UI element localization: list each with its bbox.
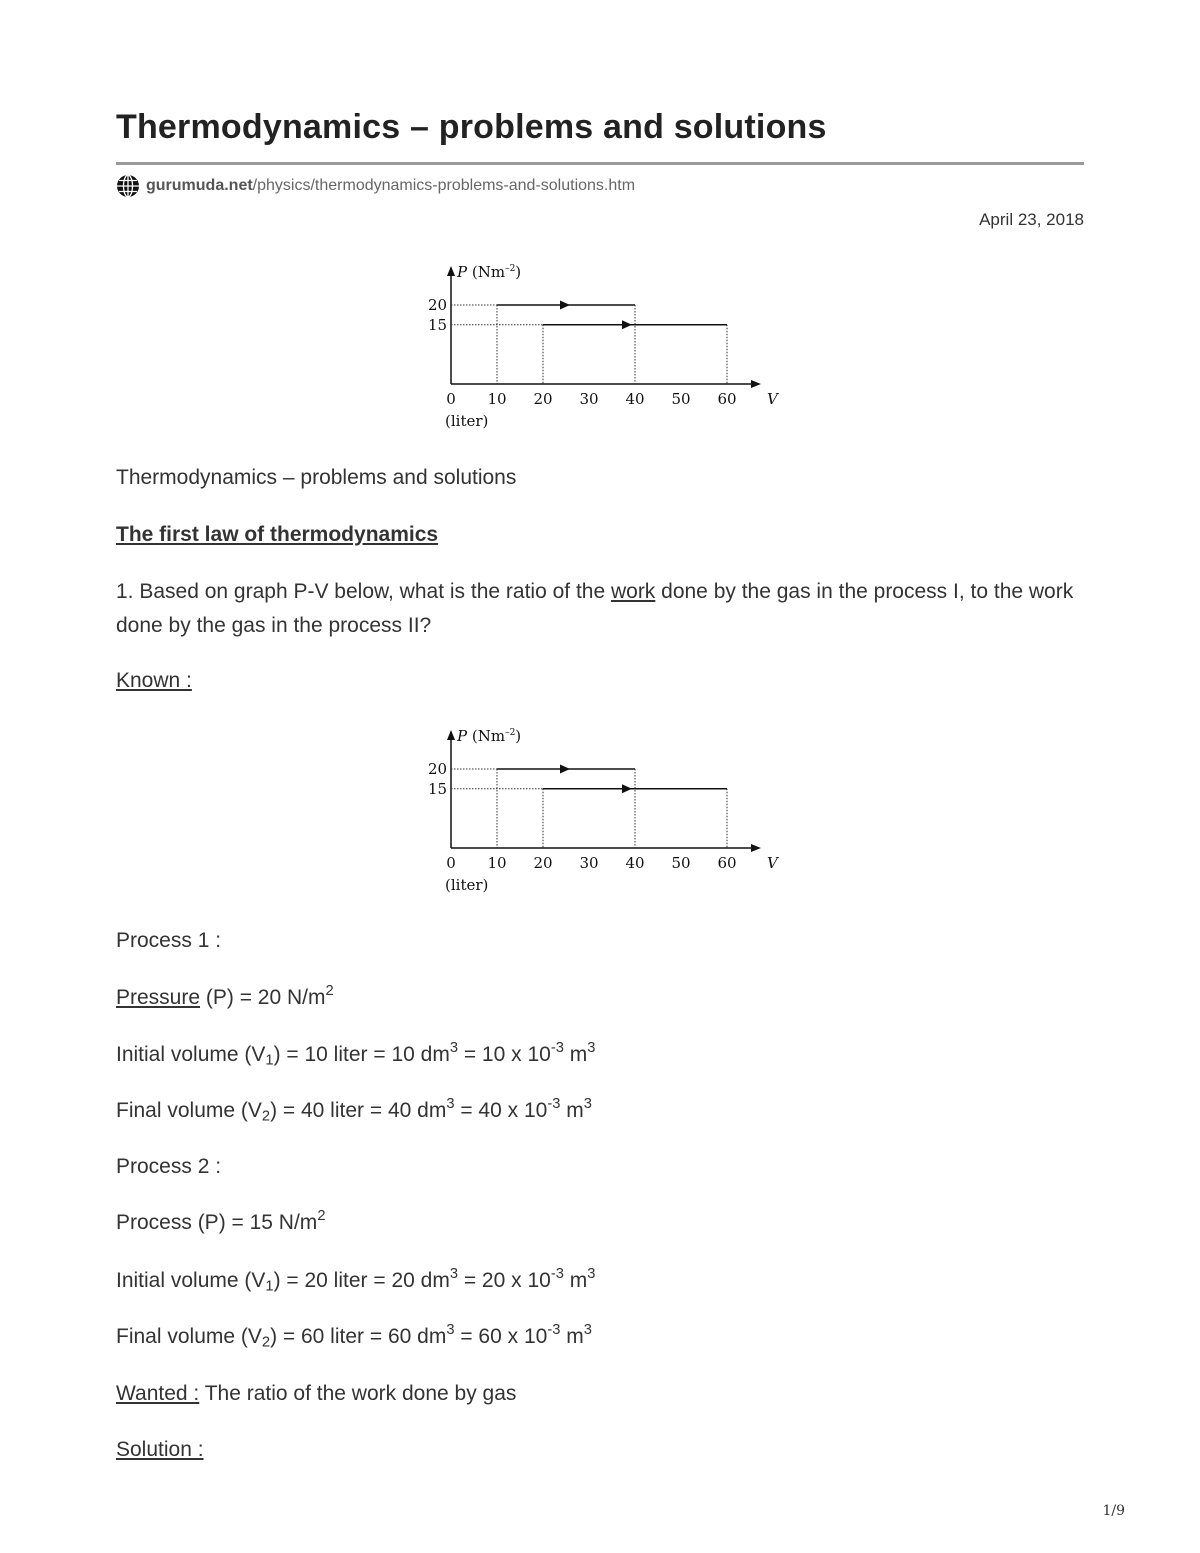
process-2-pressure [116,1206,325,1240]
exponent: -3 [550,1266,564,1283]
x-tick-label: 40 [625,854,645,872]
y-axis-arrow [447,266,455,276]
pv-graph-svg-2 [420,716,790,902]
x-tick-label: 0 [446,854,456,872]
page-number: 1/9 [1102,1503,1125,1519]
question-text-1: 1. Based on graph P-V below, what is the ratio of the [116,580,611,603]
exponent: 2 [325,983,334,1000]
subscript: 2 [261,1334,271,1351]
known-label: Known : [116,669,192,692]
x-tick-label: 20 [533,390,553,408]
solution-label: Solution : [116,1438,204,1461]
text: ) = 40 liter = 40 dm [270,1099,447,1122]
pv-graph-figure-2 [420,716,790,902]
text: Initial volume (V [116,1269,266,1292]
exponent: 3 [587,1040,596,1057]
process-1-pressure [116,981,334,1015]
x-tick-label: 20 [533,854,553,872]
exponent: -3 [550,1040,564,1057]
text: ) = 10 liter = 10 dm [273,1043,450,1066]
title-divider [116,162,1084,165]
y-tick-label: 20 [428,296,448,314]
y-tick-label: 15 [428,315,448,334]
pv-graph-figure [420,252,790,438]
source-domain: gurumuda.net [146,177,253,194]
y-axis-label: P $(Nm^{-2})$ [457,727,522,745]
direction-arrow [560,301,570,310]
x-tick-label: 0 [446,390,456,408]
x-axis-unit: (liter) [445,876,489,894]
exponent: 3 [446,1096,455,1113]
process-2-final-volume [116,1320,592,1354]
text: Initial volume (V [116,1043,266,1066]
exponent: 3 [587,1266,596,1283]
x-tick-label: 10 [487,390,507,408]
pressure-value: (P) = 20 N/m [200,986,326,1009]
y-tick-label: 20 [428,760,448,778]
exponent: 3 [449,1040,458,1057]
x-tick-label: 10 [487,854,507,872]
x-axis-label: V [767,854,778,872]
subscript: 1 [265,1278,274,1295]
unit: m [560,1099,584,1122]
text: ) = 60 liter = 60 dm [270,1325,447,1348]
x-tick-label: 30 [579,390,599,408]
exponent: 3 [446,1322,455,1339]
exponent: 3 [583,1096,592,1113]
unit: m [560,1325,584,1348]
intro-text: Thermodynamics – problems and solutions [116,466,517,489]
text: Process (P) = 15 N/m [116,1211,318,1234]
direction-arrow [622,320,632,329]
wanted-text: The ratio of the work done by gas [199,1382,517,1405]
exponent: 2 [317,1208,326,1225]
y-axis-label: P $(Nm^{-2})$ [457,263,522,281]
process-1-initial-volume [116,1038,595,1072]
x-tick-label: 50 [671,854,691,872]
unit: m [563,1043,588,1066]
subscript: 1 [265,1052,274,1069]
wanted-label: Wanted : [116,1382,200,1405]
x-tick-label: 30 [579,854,599,872]
x-axis-label: V [767,390,778,408]
page-title: Thermodynamics – problems and solutions [116,108,827,146]
y-axis-arrow [447,730,455,740]
text: Final volume (V [116,1099,262,1122]
x-tick-label: 60 [717,854,737,872]
globe-icon [116,174,140,198]
direction-arrow [560,765,570,774]
process-2-label: Process 2 : [116,1155,222,1178]
unit: m [563,1269,588,1292]
x-tick-label: 60 [717,390,737,408]
exponent: -3 [547,1322,561,1339]
text: = 10 x 10 [458,1043,551,1066]
text: = 20 x 10 [458,1269,551,1292]
subscript: 2 [261,1108,271,1125]
exponent: 3 [449,1266,458,1283]
process-1-label: Process 1 : [116,929,222,952]
x-axis-arrow [751,844,761,852]
x-axis-unit: (liter) [445,412,489,430]
exponent: 3 [583,1322,592,1339]
exponent: -3 [547,1096,561,1113]
x-tick-label: 40 [625,390,645,408]
question-text-2: done by the gas in the process I, to the work done by the gas in the process II? [116,580,1074,637]
text: Final volume (V [116,1325,262,1348]
process-1-final-volume [116,1094,592,1128]
x-axis-arrow [751,380,761,388]
text: = 60 x 10 [454,1325,548,1348]
source-url[interactable] [116,174,635,198]
pv-graph-svg [420,252,790,438]
direction-arrow [622,784,632,793]
source-path: /physics/thermodynamics-problems-and-solutions.htm [252,177,636,194]
process-2-initial-volume [116,1264,595,1298]
text: ) = 20 liter = 20 dm [273,1269,450,1292]
x-tick-label: 50 [671,390,691,408]
question-1 [116,575,1086,643]
work-link[interactable]: work [610,580,656,603]
wanted-line [116,1377,516,1411]
publish-date: April 23, 2018 [979,210,1084,229]
section-heading: The first law of thermodynamics [116,523,439,546]
y-tick-label: 15 [428,779,448,798]
pressure-link[interactable]: Pressure [116,986,201,1009]
text: = 40 x 10 [454,1099,548,1122]
